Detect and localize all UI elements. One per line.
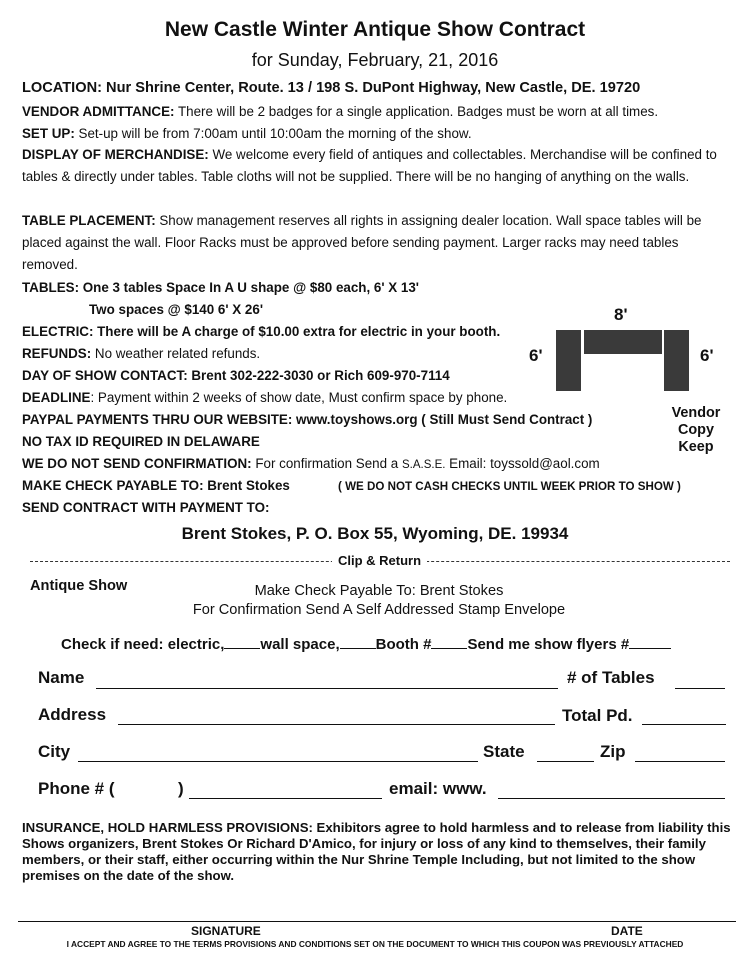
agreement-statement: I ACCEPT AND AGREE TO THE TERMS PROVISIONS AND CONDITIONS SET ON THE DOCUMENT TO WHICH THIS COUPON WAS PREVIOUSLY ATTACHED <box>66 939 684 949</box>
phone-close-paren: ) <box>178 779 184 798</box>
contact-term: DAY OF SHOW CONTACT: Brent 302-222-3030 or Rich 609-970-7114 <box>22 368 450 383</box>
coupon-show-name: Antique Show <box>30 578 128 594</box>
state-field[interactable] <box>537 761 594 762</box>
diagram-right-depth-label: 6' <box>700 346 714 365</box>
setup-term: SET UP: Set-up will be from 7:00am until 10:00am the morning of the show. <box>22 126 472 141</box>
phone-field[interactable] <box>189 798 382 799</box>
coupon-options-line: Check if need: electric, wall space, Booth # Send me show flyers # <box>61 634 671 653</box>
name-label: Name <box>38 668 85 687</box>
booth-number-blank[interactable] <box>431 634 467 649</box>
refunds-term: REFUNDS: No weather related refunds. <box>22 346 261 361</box>
diagram-left-depth-label: 6' <box>529 346 543 365</box>
display-term: DISPLAY OF MERCHANDISE: We welcome every field of antiques and collectables. Merchandise will be confined to tables & directly under tables. Table cloths will not be supplied. There will be no hanging of anything on the walls. <box>22 147 717 184</box>
phone-area-code-field[interactable] <box>124 780 176 798</box>
signature-line[interactable] <box>18 921 736 922</box>
electric-blank[interactable] <box>224 634 260 649</box>
confirmation-term: WE DO NOT SEND CONFIRMATION: For confirmation Send a S.A.S.E. Email: toyssold@aol.com <box>22 456 600 471</box>
zip-label: Zip <box>600 742 626 761</box>
insurance-provisions: INSURANCE, HOLD HARMLESS PROVISIONS: Exhibitors agree to hold harmless and to release from liability this Shows organizers, Brent Stokes Or Richard D'Amico, for injury or loss of any kind to themselves, their family members, or their staff, either occurring within the Nur Shrine Temple Including, but not limited to the show premises on the date of the show. <box>22 820 731 883</box>
location-line: LOCATION: Nur Shrine Center, Route. 13 / 198 S. DuPont Highway, New Castle, DE. 19720 <box>22 80 641 96</box>
total-paid-label: Total Pd. <box>562 706 633 725</box>
coupon-payable-line: Make Check Payable To: Brent Stokes <box>254 583 504 599</box>
diagram-width-label: 8' <box>614 305 628 324</box>
address-label: Address <box>38 705 107 724</box>
tables-term-two-spaces: Two spaces @ $140 6' X 26' <box>89 302 264 317</box>
name-field[interactable] <box>96 688 558 689</box>
tax-id-term: NO TAX ID REQUIRED IN DELAWARE <box>22 434 260 449</box>
email-field[interactable] <box>498 798 725 799</box>
flyers-count-blank[interactable] <box>629 634 671 649</box>
city-label: City <box>38 742 71 761</box>
address-field[interactable] <box>118 724 555 725</box>
send-contract-term: SEND CONTRACT WITH PAYMENT TO: <box>22 500 270 515</box>
tables-count-label: # of Tables <box>567 668 655 687</box>
admittance-term: VENDOR ADMITTANCE: There will be 2 badges for a single application. Badges must be worn at all times. <box>22 104 659 119</box>
zip-field[interactable] <box>635 761 725 762</box>
date-label: DATE <box>611 924 643 938</box>
email-label: email: www. <box>389 779 487 798</box>
tables-term: TABLES: One 3 tables Space In A U shape @ $80 each, 6' X 13' <box>22 280 419 295</box>
total-paid-field[interactable] <box>642 724 726 725</box>
wall-space-blank[interactable] <box>340 634 376 649</box>
deadline-term: DEADLINE: Payment within 2 weeks of show date, Must confirm space by phone. <box>22 390 508 405</box>
document-title: New Castle Winter Antique Show Contract <box>164 18 586 41</box>
placement-term: TABLE PLACEMENT: Show management reserves all rights in assigning dealer location. Wall space tables will be placed against the wall. Floor Racks must be approved before sending payment. Larger racks may need tables removed. <box>22 213 702 272</box>
document-subtitle: for Sunday, February, 21, 2016 <box>251 50 499 70</box>
tables-count-field[interactable] <box>675 688 725 689</box>
diagram-back-table <box>584 330 662 354</box>
coupon-confirmation-line: For Confirmation Send A Self Addressed Stamp Envelope <box>192 602 566 618</box>
electric-term: ELECTRIC: There will be A charge of $10.00 extra for electric in your booth. <box>22 324 501 339</box>
check-payable-term: MAKE CHECK PAYABLE TO: Brent Stokes <box>22 478 290 493</box>
check-cash-note: ( WE DO NOT CASH CHECKS UNTIL WEEK PRIOR TO SHOW ) <box>338 480 681 493</box>
state-label: State <box>483 742 525 761</box>
phone-label: Phone # ( <box>38 779 115 798</box>
diagram-right-table <box>664 330 689 391</box>
paypal-term: PAYPAL PAYMENTS THRU OUR WEBSITE: www.toyshows.org ( Still Must Send Contract ) <box>22 412 593 427</box>
clip-return-label: Clip & Return <box>332 553 427 568</box>
diagram-left-table <box>556 330 581 391</box>
mailing-address: Brent Stokes, P. O. Box 55, Wyoming, DE. 19934 <box>181 524 569 543</box>
signature-label: SIGNATURE <box>191 924 261 938</box>
city-field[interactable] <box>78 761 478 762</box>
vendor-copy-note: Vendor Copy Keep <box>671 405 721 455</box>
